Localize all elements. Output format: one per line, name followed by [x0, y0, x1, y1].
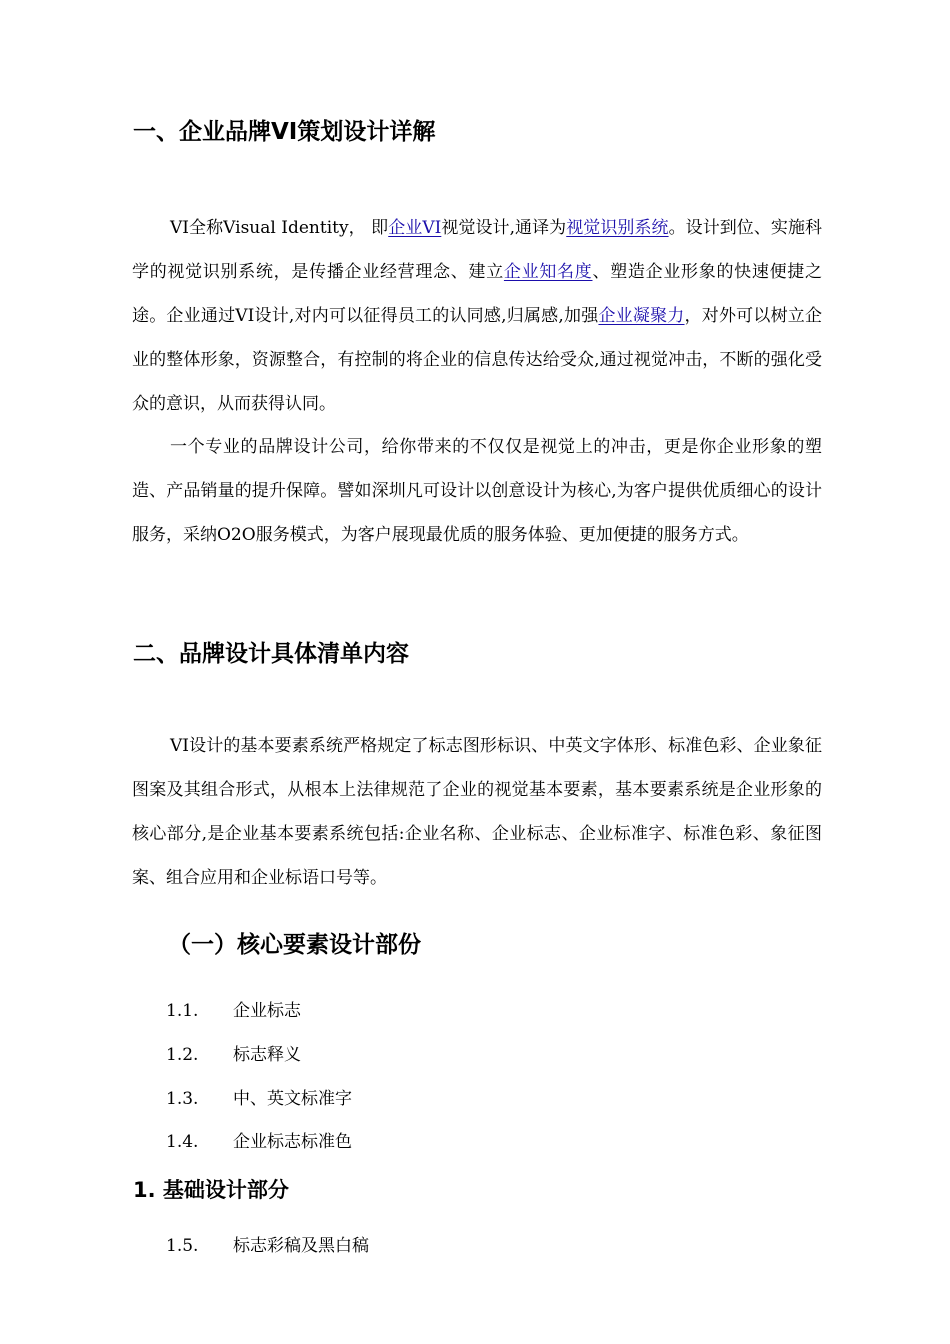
list-item — [166, 999, 301, 1023]
list-item-number: 1.5. — [166, 1236, 199, 1256]
section-heading-2: 二、品牌设计具体清单内容 — [133, 641, 409, 667]
link-visual-identity-system[interactable]: 视觉识别系统 — [566, 218, 669, 238]
design-company-paragraph: 一个专业的品牌设计公司，给你带来的不仅仅是视觉上的冲击，更是你企业形象的塑造、产品销量的提升保障。譬如深圳凡可设计以创意设计为核心,为客户提供优质细心的设计服务，采纳O2O服务模式，为客户展现最优质的服务体验、更加便捷的服务方式。 — [132, 437, 822, 545]
list-item-number: 1.2. — [166, 1045, 199, 1065]
list-item-number: 1.4. — [166, 1132, 199, 1152]
intro-paragraph — [132, 206, 822, 426]
list-item — [166, 1087, 352, 1111]
para1-text-2: 视觉设计,通译为 — [441, 218, 567, 238]
para1-text-3: 。设计到位、实施科学的视觉识别系统，是传播企业经营理念、建立 — [132, 218, 823, 282]
basic-elements-paragraph: VI设计的基本要素系统严格规定了标志图形标识、中英文字体形、标准色彩、企业象征图案及其组合形式，从根本上法律规范了企业的视觉基本要素，基本要素系统是企业形象的核心部分,是企业基本要素系统包括:企业名称、企业标志、企业标准字、标准色彩、象征图案、组合应用和企业标语口号等。 — [132, 736, 822, 888]
list-item-text: 中、英文标准字 — [233, 1089, 352, 1109]
para1-text-4: 、塑造企业形象的快速便捷之途。企业通过VI设计,对内可以征得员工的认同感,归属感,加强 — [132, 262, 823, 326]
para1-text-5: ，对外可以树立企业的整体形象，资源整合，有控制的将企业的信息传达给受众,通过视觉冲击，不断的强化受众的意识，从而获得认同。 — [132, 306, 823, 414]
link-enterprise-vi[interactable]: 企业VI — [388, 218, 442, 238]
list-item-text: 企业标志 — [233, 1001, 301, 1021]
link-brand-awareness[interactable]: 企业知名度 — [503, 262, 593, 282]
list-item-text: 企业标志标准色 — [233, 1132, 352, 1152]
link-corporate-cohesion[interactable]: 企业凝聚力 — [598, 306, 685, 326]
list-item — [166, 1130, 352, 1154]
list-item-number: 1.3. — [166, 1089, 199, 1109]
list-item-number: 1.1. — [166, 1001, 199, 1021]
basic-design-heading: 1. 基础设计部分 — [133, 1178, 289, 1202]
subsection-heading: （一）核心要素设计部份 — [168, 932, 421, 958]
list-item-text: 标志彩稿及黑白稿 — [233, 1236, 369, 1256]
list-item — [166, 1043, 301, 1067]
list-item-text: 标志释义 — [233, 1045, 301, 1065]
list-item — [166, 1234, 369, 1258]
section-heading-1: 一、企业品牌VI策划设计详解 — [133, 119, 436, 145]
para1-text-1: VI全称Visual Identity， 即 — [170, 218, 389, 238]
